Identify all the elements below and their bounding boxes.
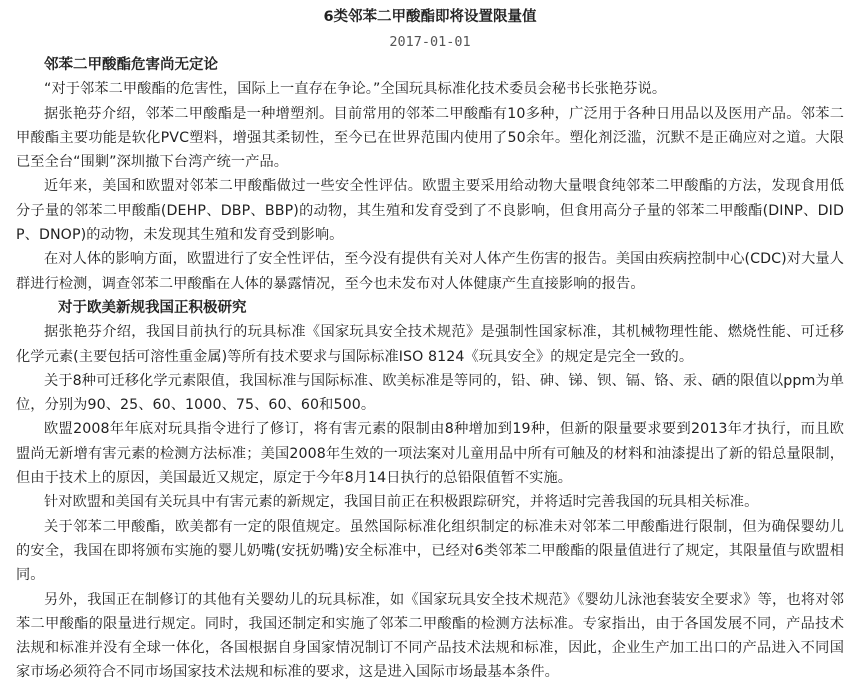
section-heading: 对于欧美新规我国正积极研究 <box>58 299 247 316</box>
article-title: 6类邻苯二甲酸酯即将设置限量值 <box>323 9 537 25</box>
paragraph: 在对人体的影响方面，欧盟进行了安全性评估，至今没有提供有关对人体产生伤害的报告。美国由疾病控制中心(CDC)对大量人群进行检测，调查邻苯二甲酸酯在人体的暴露情况，至今也未发布对人体健康产生直接影响的报告。 <box>16 251 844 292</box>
paragraph: 近年来，美国和欧盟对邻苯二甲酸酯做过一些安全性评估。欧盟主要采用给动物大量喂食纯邻苯二甲酸酯的方法，发现食用低分子量的邻苯二甲酸酯(DEHP、DBP、BBP)的动物，其生殖和发育受到了不良影响，但食用高分子量的邻苯二甲酸酯(DINP、DIDP、DNOP)的动物，未发现其生殖和发育受到影响。 <box>16 178 844 244</box>
section-research <box>16 296 844 685</box>
section-heading: 邻苯二甲酸酯危害尚无定论 <box>44 57 218 73</box>
paragraph: 据张艳芬介绍，邻苯二甲酸酯是一种增塑剂。目前常用的邻苯二甲酸酯有10多种，广泛用于各种日用品以及医用产品。邻苯二甲酸酯主要功能是软化PVC塑料，增强其柔韧性，至今已在世界范围内使用了50余年。塑化剂泛滥，沉默不是正确应对之道。大限已至全台“围剿”深圳撤下台湾产统一产品。 <box>16 105 844 171</box>
paragraph: 欧盟2008年年底对玩具指令进行了修订，将有害元素的限制由8种增加到19种，但新的限量要求要到2013年才执行，而且欧盟尚无新增有害元素的检测方法标准；美国2008年生效的一项法案对儿童用品中所有可触及的材料和油漆提出了新的铅总量限制，但由于技术上的原因，美国最近又规定，原定于今年8月14日执行的总铅限值暂不实施。 <box>16 421 844 487</box>
paragraph: 关于8种可迁移化学元素限值，我国标准与国际标准、欧美标准是等同的，铅、砷、锑、钡、镉、铬、汞、硒的限值以ppm为单位，分别为90、25、60、1000、75、60、60和500。 <box>16 372 844 414</box>
paragraph: 关于邻苯二甲酸酯，欧美都有一定的限值规定。虽然国际标准化组织制定的标准未对邻苯二甲酸酯进行限制，但为确保婴幼儿的安全，我国在即将颁布实施的婴儿奶嘴(安抚奶嘴)安全标准中，已经对6类邻苯二甲酸酯的限量值进行了规定，其限量值与欧盟相同。 <box>16 518 844 584</box>
paragraph: 另外，我国正在制修订的其他有关婴幼儿的玩具标准，如《国家玩具安全技术规范》《婴幼儿泳池套装安全要求》等，也将对邻苯二甲酸酯的限量进行规定。同时，我国还制定和实施了邻苯二甲酸酯的检测方法标准。专家指出，由于各国发展不同，产品技术法规和标准并没有全球一体化，各国根据自身国家情况制订不同产品技术法规和标准，因此，企业生产加工出口的产品进入不同国家市场必须符合不同市场国家技术法规和标准的要求，这是进入国际市场最基本条件。 <box>16 591 844 681</box>
paragraph: “对于邻苯二甲酸酯的危害性，国际上一直存在争论。”全国玩具标准化技术委员会秘书长张艳芬说。 <box>44 81 667 98</box>
article-date: 2017-01-01 <box>389 34 471 50</box>
section-hazards <box>16 53 844 296</box>
paragraph: 据张艳芬介绍，我国目前执行的玩具标准《国家玩具安全技术规范》是强制性国家标准，其机械物理性能、燃烧性能、可迁移化学元素(主要包括可溶性重金属)等所有技术要求与国际标准ISO 8124《玩具安全》的规定是完全一致的。 <box>16 324 844 365</box>
paragraph: 针对欧盟和美国有关玩具中有害元素的新规定，我国目前正在积极跟踪研究，并将适时完善我国的玩具相关标准。 <box>44 494 759 511</box>
